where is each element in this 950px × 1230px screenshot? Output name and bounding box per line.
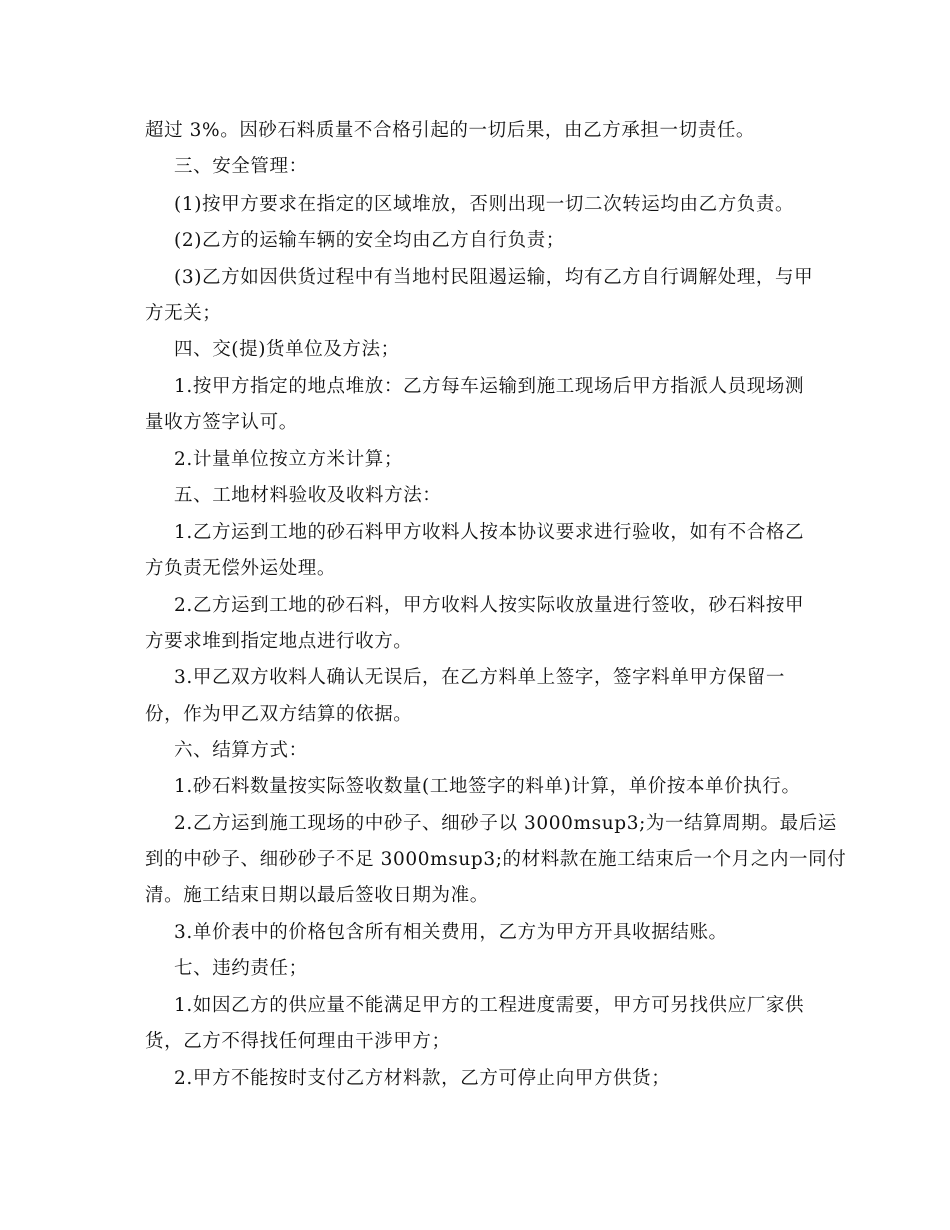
- section-heading: 三、安全管理：: [174, 156, 308, 177]
- text-line: (3)乙方如因供货过程中有当地村民阻遏运输，均有乙方自行调解处理，与甲: [174, 267, 814, 288]
- text-line: (1)按甲方要求在指定的区域堆放，否则出现一切二次转运均由乙方负责。: [174, 194, 795, 215]
- text-line: (2)乙方的运输车辆的安全均由乙方自行负责；: [174, 230, 565, 251]
- text-line: 1.砂石料数量按实际签收数量(工地签字的料单)计算，单价按本单价执行。: [174, 776, 801, 797]
- text-line: 方负责无偿外运处理。: [145, 558, 337, 579]
- section-heading: 六、结算方式：: [174, 740, 308, 761]
- section-heading: 五、工地材料验收及收料方法：: [174, 485, 442, 506]
- text-line: 到的中砂子、细砂砂子不足 3000msup3;的材料款在施工结束后一个月之内一同付: [145, 849, 847, 870]
- text-line: 货，乙方不得找任何理由干涉甲方；: [145, 1031, 451, 1052]
- text-line: 3.单价表中的价格包含所有相关费用，乙方为甲方开具收据结账。: [174, 922, 728, 943]
- text-line: 方无关；: [145, 303, 222, 324]
- text-line: 超过 3%。因砂石料质量不合格引起的一切后果，由乙方承担一切责任。: [145, 120, 756, 141]
- text-line: 量收方签字认可。: [145, 412, 298, 433]
- section-heading: 四、交(提)货单位及方法；: [174, 339, 400, 360]
- text-line: 1.如因乙方的供应量不能满足甲方的工程进度需要，甲方可另找供应厂家供: [174, 995, 805, 1016]
- text-line: 清。施工结束日期以最后签收日期为准。: [145, 885, 489, 906]
- section-heading: 七、违约责任；: [174, 958, 308, 979]
- text-line: 3.甲乙双方收料人确认无误后，在乙方料单上签字，签字料单甲方保留一: [174, 667, 785, 688]
- text-line: 2.计量单位按立方米计算；: [174, 449, 403, 470]
- text-line: 2.甲方不能按时支付乙方材料款，乙方可停止向甲方供货；: [174, 1068, 671, 1089]
- text-line: 方要求堆到指定地点进行收方。: [145, 631, 413, 652]
- text-line: 1.乙方运到工地的砂石料甲方收料人按本协议要求进行验收，如有不合格乙: [174, 522, 805, 543]
- text-line: 1.按甲方指定的地点堆放：乙方每车运输到施工现场后甲方指派人员现场测: [174, 376, 805, 397]
- text-line: 2.乙方运到工地的砂石料，甲方收料人按实际收放量进行签收，砂石料按甲: [174, 595, 805, 616]
- text-line: 2.乙方运到施工现场的中砂子、细砂子以 3000msup3;为一结算周期。最后运: [174, 813, 837, 834]
- text-line: 份，作为甲乙双方结算的依据。: [145, 704, 413, 725]
